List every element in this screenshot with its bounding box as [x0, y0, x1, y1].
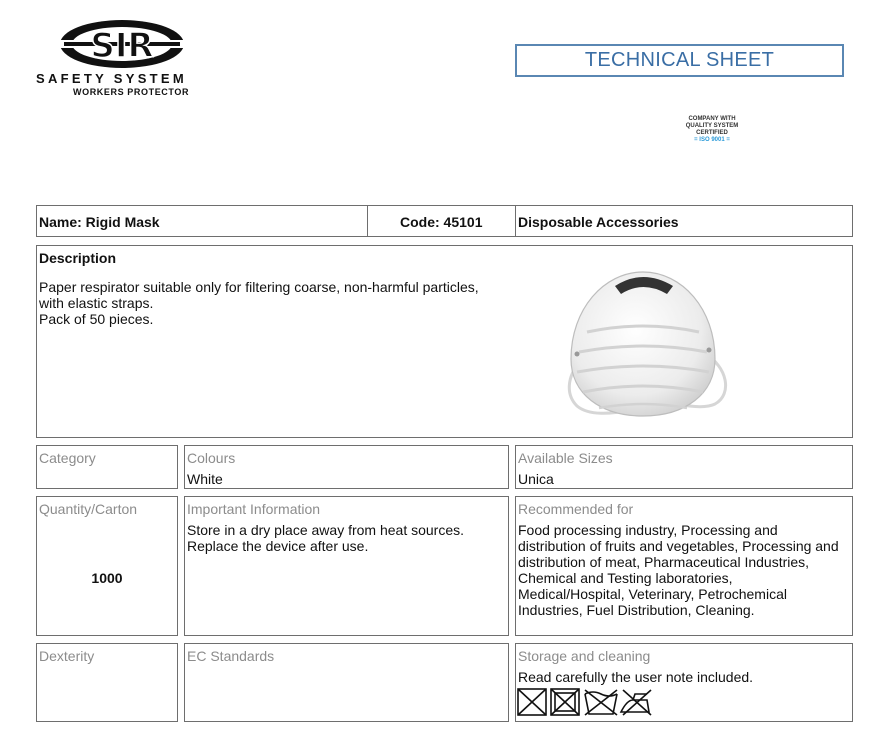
- storage-label: Storage and cleaning: [518, 648, 651, 664]
- sizes-cell: [515, 445, 853, 489]
- description-box: [36, 245, 853, 438]
- mask-product-image: [537, 254, 749, 432]
- colours-label: Colours: [187, 450, 236, 466]
- logo-mark: SIR: [90, 26, 154, 66]
- recommended-text: [518, 522, 839, 618]
- quantity-value: 1000: [91, 570, 123, 586]
- do-not-wring-icon: [585, 690, 617, 715]
- cert-line-2: QUALITY SYSTEM: [685, 123, 739, 129]
- product-code-cell: [367, 205, 516, 237]
- important-info-label: Important Information: [187, 501, 321, 517]
- quantity-cell: [36, 496, 178, 636]
- sizes-label: Available Sizes: [518, 450, 613, 466]
- cert-line-1: COMPANY WITH: [688, 116, 736, 122]
- important-info-text: [187, 522, 464, 554]
- sir-logo: [58, 16, 186, 72]
- description-line: Paper respirator suitable only for filtering coarse, non-harmful particles,: [39, 279, 479, 295]
- do-not-tumble-dry-icon: [551, 689, 579, 715]
- description-text: [39, 279, 479, 327]
- ec-standards-cell: [184, 643, 509, 722]
- product-name-cell: [36, 205, 368, 237]
- recommended-line: Chemical and Testing laboratories,: [518, 570, 733, 586]
- logo-name: SAFETY SYSTEM: [36, 71, 188, 86]
- product-code: Code: 45101: [400, 214, 483, 230]
- technical-sheet-title: TECHNICAL SHEET: [515, 44, 844, 77]
- recommended-line: Medical/Hospital, Veterinary, Petrochemical: [518, 586, 787, 602]
- dexterity-cell: [36, 643, 178, 722]
- category-label: Category: [39, 450, 96, 466]
- storage-cell: [515, 643, 853, 722]
- iso-certification-mark: [672, 116, 752, 144]
- quantity-label: Quantity/Carton: [39, 501, 138, 517]
- recommended-line: distribution of meat, Pharmaceutical Industries,: [518, 554, 810, 570]
- product-name: Name: Rigid Mask: [39, 214, 160, 230]
- dexterity-label: Dexterity: [39, 648, 95, 664]
- do-not-wash-icon: [518, 689, 546, 715]
- recommended-cell: [515, 496, 853, 636]
- category-cell: [36, 445, 178, 489]
- cert-line-3: CERTIFIED: [696, 130, 728, 136]
- recommended-line: Food processing industry, Processing and: [518, 522, 778, 538]
- ec-standards-label: EC Standards: [187, 648, 275, 664]
- colours-cell: [184, 445, 509, 489]
- description-heading: Description: [39, 250, 117, 266]
- description-line: Pack of 50 pieces.: [39, 311, 154, 327]
- colours-value: White: [187, 471, 223, 487]
- storage-value: Read carefully the user note included.: [518, 669, 754, 685]
- do-not-iron-icon: [621, 690, 651, 715]
- info-line: Store in a dry place away from heat sources.: [187, 522, 465, 538]
- info-line: Replace the device after use.: [187, 538, 369, 554]
- description-line: with elastic straps.: [39, 295, 154, 311]
- logo-tagline: WORKERS PROTECTOR: [73, 87, 190, 97]
- recommended-line: distribution of fruits and vegetables, Processing and: [518, 538, 839, 554]
- care-symbols: [517, 688, 657, 716]
- important-info-cell: [184, 496, 509, 636]
- sizes-value: Unica: [518, 471, 554, 487]
- recommended-line: Industries, Fuel Distribution, Cleaning.: [518, 602, 755, 618]
- product-family: Disposable Accessories: [518, 214, 679, 230]
- cert-line-4: = ISO 9001 =: [694, 137, 730, 143]
- product-family-cell: [515, 205, 853, 237]
- recommended-label: Recommended for: [518, 501, 634, 517]
